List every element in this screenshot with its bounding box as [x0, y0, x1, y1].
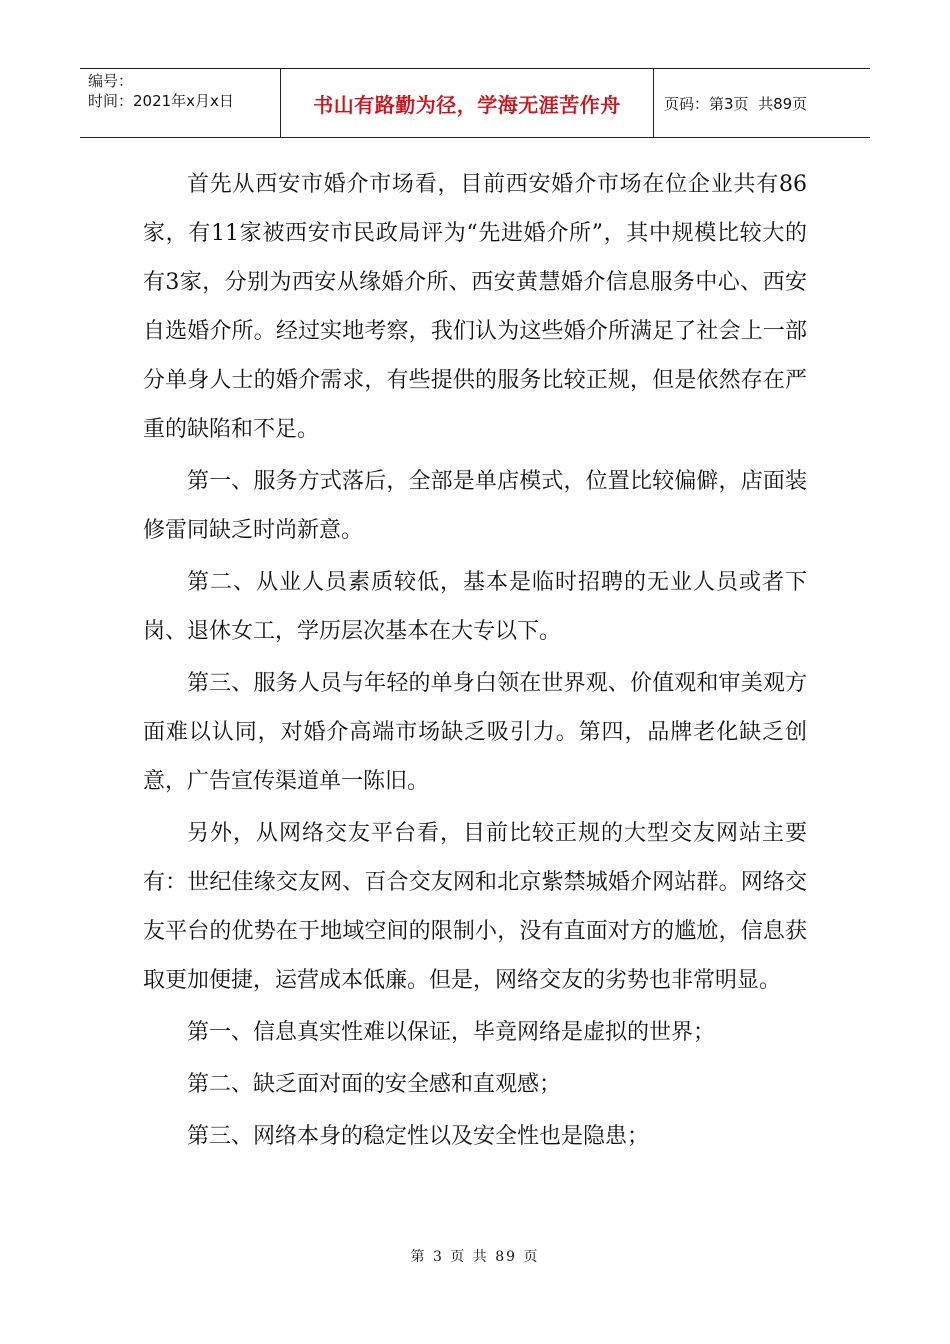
paragraph: 第二、从业人员素质较低，基本是临时招聘的无业人员或者下岗、退休女工，学历层次基本在大专以下。 [143, 570, 807, 644]
page-footer [0, 1246, 950, 1266]
document-number-label: 编号： [88, 72, 134, 90]
header-page-info [654, 69, 870, 137]
header-meta [80, 69, 281, 137]
document-time: 时间：2021年x月x日 [88, 92, 234, 110]
document-body [143, 160, 807, 1164]
paragraph: 第三、网络本身的稳定性以及安全性也是隐患； [187, 1124, 650, 1149]
paragraph: 第一、服务方式落后，全部是单店模式，位置比较偏僻，店面装修雷同缺乏时尚新意。 [143, 469, 807, 543]
paragraph: 首先从西安市婚介市场看，目前西安婚介市场在位企业共有86家，有11家被西安市民政局评为“先进婚介所”，其中规模比较大的有3家，分别为西安从缘婚介所、西安黄慧婚介信息服务中心、西安自选婚介所。经过实地考察，我们认为这些婚介所满足了社会上一部分单身人士的婚介需求，有些提供的服务比较正规，但是依然存在严重的缺陷和不足。 [143, 172, 807, 442]
paragraph: 第一、信息真实性难以保证，毕竟网络是虚拟的世界； [187, 1020, 716, 1045]
paragraph: 另外，从网络交友平台看，目前比较正规的大型交友网站主要有：世纪佳缘交友网、百合交友网和北京紫禁城婚介网站群。网络交友平台的优势在于地域空间的限制小，没有直面对方的尴尬，信息获取更加便捷，运营成本低廉。但是，网络交友的劣势也非常明显。 [143, 821, 807, 993]
paragraph: 第二、缺乏面对面的安全感和直观感； [187, 1072, 562, 1097]
paragraph: 第三、服务人员与年轻的单身白领在世界观、价值观和审美观方面难以认同，对婚介高端市场缺乏吸引力。第四，品牌老化缺乏创意，广告宣传渠道单一陈旧。 [143, 671, 807, 794]
footer-page-number: 第 3 页 共 89 页 [410, 1249, 540, 1265]
header-motto: 书山有路勤为径，学海无涯苦作舟 [281, 69, 654, 137]
header-page-number: 页码：第3页 共89页 [664, 94, 808, 113]
page-header [80, 68, 870, 138]
